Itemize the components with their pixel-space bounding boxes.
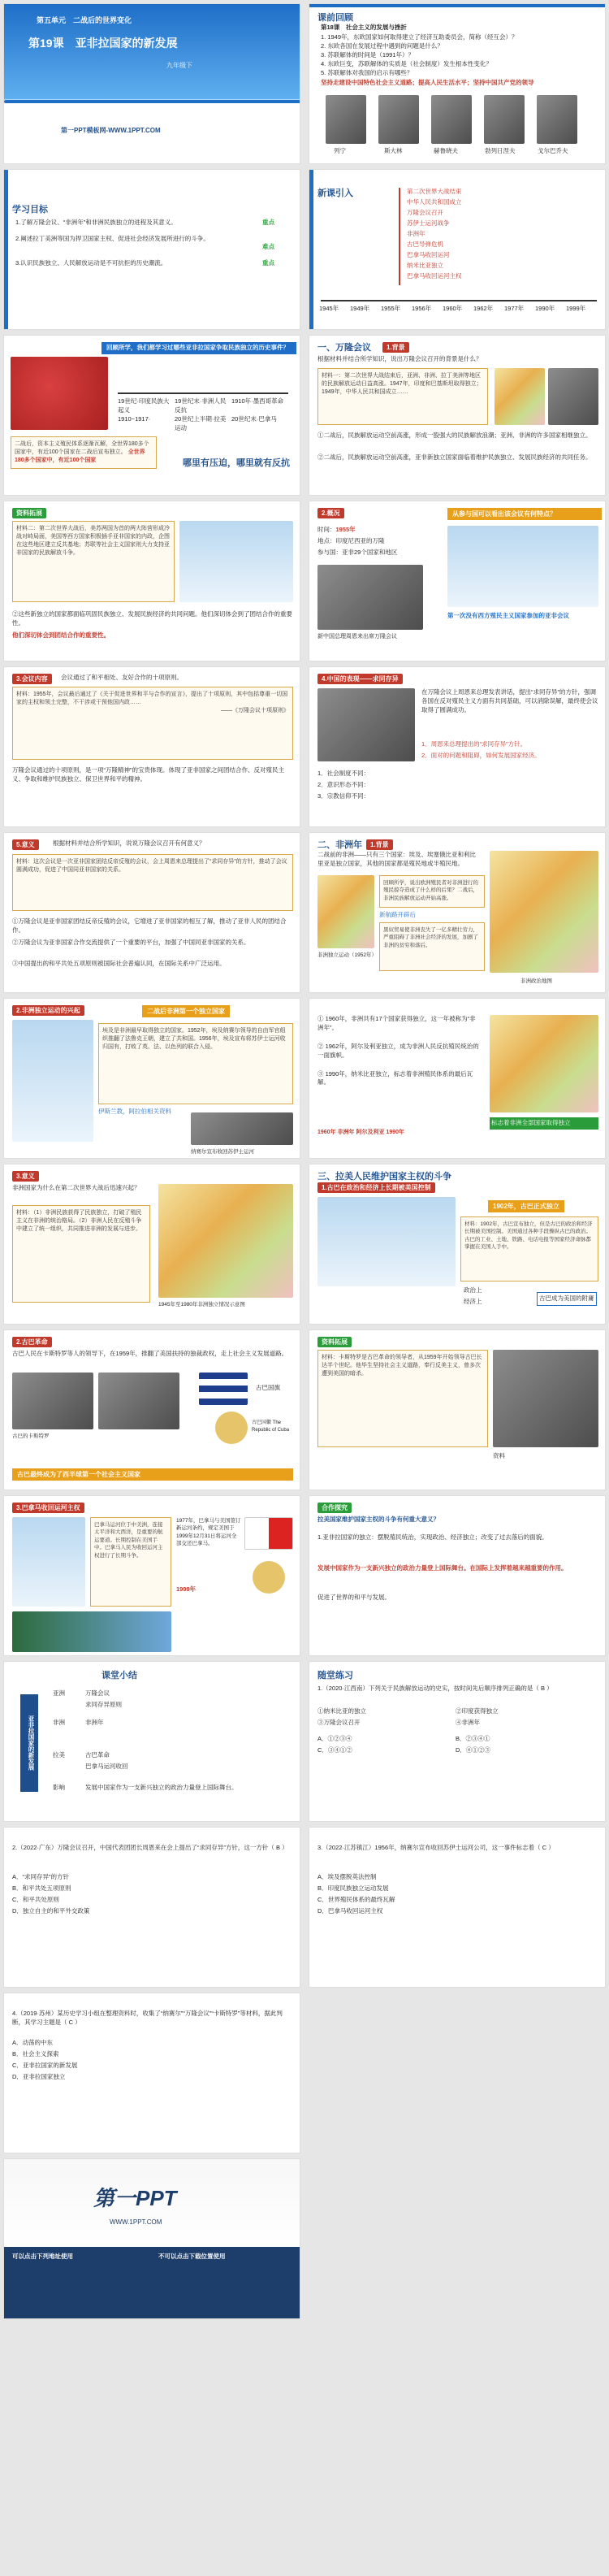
place-label: 地点： <box>317 537 336 544</box>
africa-text: 二战前的非洲——只有三个国家：埃及、埃塞俄比亚和利比里亚是独立国家，其他的国家都是殖民地或半殖民地。 <box>317 851 476 867</box>
revolution-text: 古巴人民在卡斯特罗等人的领导下，在1959年，推翻了美国扶持的独裁政权，走上社会主义发展道路。 <box>12 1350 288 1357</box>
material-box: 材料二：第二次世界大战后，美苏两国为首的两大阵营形成冷战对峙局面，美国等西方国家积极插手亚非国家的内政，企图在这些地区建立反共基地；苏联等社会主义国家则大力支持亚非国家的民族解放斗争。 <box>12 521 175 602</box>
review-item-5: 5. 苏联解体对我国的启示有哪些？ <box>321 69 413 76</box>
cuba-map <box>317 1197 456 1286</box>
question: 根据材料并结合所学知识，说说万隆会议召开有何意义？ <box>53 839 205 847</box>
revolution-tag: 2.古巴革命 <box>12 1337 52 1347</box>
inquiry-text-1: 1.亚非拉国家的独立：摆脱殖民统治，实现政治、经济独立；改变了过去落后的面貌。 <box>317 1533 548 1541</box>
year-label: 1949年 <box>350 305 370 312</box>
overview-tag: 2.概况 <box>317 508 344 518</box>
red-term: 1960年 <box>317 1130 336 1135</box>
slide-china-role[interactable] <box>309 666 606 827</box>
year-label: 1999年 <box>566 305 586 312</box>
egypt-text-box: 埃及是非洲最早取得独立的国家。1952年，埃及纳赛尔领导的自由军官组织推翻了法鲁克王朝，建立了共和国。1956年，埃及宣布将苏伊士运河收归国有，打败了英、法、以色列的联合入侵。 <box>98 1023 293 1104</box>
slide-practice-2[interactable] <box>3 1827 300 1988</box>
goal-1: 1.了解万隆会议、“非洲年”和非洲民族独立的进程及其意义。 <box>15 219 177 226</box>
leaf-1: 万隆会议 <box>85 1689 110 1697</box>
top-bar <box>309 4 605 7</box>
event-label: 中华人民共和国成立 <box>407 198 462 206</box>
name-lenin: 列宁 <box>334 147 346 154</box>
divider <box>4 100 300 103</box>
choice-b[interactable]: B．社会主义探索 <box>12 2050 59 2058</box>
who-value: 亚非29个国家和地区 <box>342 549 398 556</box>
panama-map <box>12 1517 85 1607</box>
red-terms <box>317 1129 404 1137</box>
choice-a[interactable]: A．“求同存异”的方针 <box>12 1873 69 1880</box>
goal-3-tag: 重点 <box>262 259 274 267</box>
slide-heading: 随堂练习 <box>317 1671 353 1680</box>
leaf-3: 非洲年 <box>85 1719 104 1726</box>
summary-text: 发展中国家作为一支新兴独立的政治力量登上国际舞台。 <box>85 1784 238 1791</box>
content-text: 会议通过了和平相处、友好合作的十项原则。 <box>61 674 183 681</box>
emblem-caption: 古巴国徽 The Republic of Cuba <box>252 1420 290 1433</box>
year-label: 1955年 <box>381 305 401 312</box>
question-1: 1．社会制度不同： <box>317 770 370 777</box>
review-subtitle: 第18课 社会主义的发展与挫折 <box>321 24 407 31</box>
castro-photo-2 <box>98 1373 179 1429</box>
background-tag: 1.背景 <box>366 839 393 850</box>
question: 2.（2022·广东）万隆会议召开，中国代表团团长周恩来在会上提出了“求同存异”方针，这一方针（ B ） <box>12 1844 288 1851</box>
goal-2-tag: 难点 <box>262 243 274 250</box>
panama-text-2: 1977年，巴拿马与美国签订新运河条约，规定美国于1999年12月31日将运河全部交还巴拿马。 <box>176 1518 241 1547</box>
slide-title[interactable] <box>3 3 300 164</box>
zhou-speech-photo <box>317 688 415 761</box>
year-label: 1960年 <box>443 305 463 312</box>
africa-independence-map <box>158 1184 293 1298</box>
photo-caption: 纳赛尔宣布收回苏伊士运河 <box>191 1149 254 1155</box>
panama-red: 1999年 <box>176 1585 197 1593</box>
choice-b[interactable]: B．②③④① <box>456 1735 490 1742</box>
grade-label: 九年级下 <box>166 62 192 69</box>
option-3: ③万隆会议召开 <box>317 1719 361 1726</box>
slide-review[interactable] <box>309 3 606 164</box>
material-text: 材料：1955年，会议最后通过了《关于促进世界和平与合作的宣言》，提出了十项原则，其中包括尊重一切国家的主权和领土完整，不干涉或干预他国内政…… <box>16 692 288 706</box>
question: 4.（2019·苏州）某历史学习小组在整理资料时，收集了“纳赛尔”“万隆会议”“卡斯特罗”等材料，据此判断，其学习主题是（ C ） <box>12 2010 283 2026</box>
slide-heading: 课前回顾 <box>317 13 353 23</box>
slide-inquiry[interactable] <box>309 1495 606 1656</box>
slide-practice-3[interactable] <box>309 1827 606 1988</box>
side-bar <box>4 170 8 329</box>
inquiry-tag: 合作探究 <box>317 1503 352 1513</box>
tagline: 哪里有压迫，哪里就有反抗 <box>183 458 290 468</box>
year-label: 1945年 <box>319 305 339 312</box>
slide-panama[interactable] <box>3 1495 300 1656</box>
year-label: 1962年 <box>473 305 494 312</box>
event-label: 第二次世界大战结束 <box>407 188 462 195</box>
slide-bandung-background[interactable] <box>309 335 606 496</box>
slide-intro[interactable] <box>309 169 606 330</box>
ribbon: 1902年，古巴正式独立 <box>488 1200 564 1212</box>
choice-d[interactable]: D．④①②③ <box>456 1746 490 1754</box>
event-label: 纳米比亚独立 <box>407 262 443 269</box>
review-item-2: 2. 东欧各国在发展过程中遇到的问题是什么？ <box>321 42 443 50</box>
inquiry-question: 拉美国家维护国家主权的斗争有何重大意义？ <box>317 1516 439 1523</box>
answer-highlight: 他们深切体会到团结合作的重要性。 <box>12 631 110 639</box>
china-text: 在万隆会议上周恩来总理发表讲话，提出“求同存异”的方针，强调各国在反对殖民主义方面有共同基础，可以消除误解，最终使会议取得了圆满成功。 <box>421 688 598 713</box>
portrait-lenin <box>326 95 366 144</box>
question: 非洲国家为什么在第二次世界大战后迅速兴起？ <box>12 1184 140 1191</box>
suez-map <box>12 1020 93 1142</box>
material-box: 材料：（1）非洲民族获得了民族独立，打破了殖民主义在非洲的统治格局。（2）非洲人民在反殖斗争中建立了统一组织，共同推进非洲的发展与进步。 <box>12 1205 150 1303</box>
slide-content[interactable] <box>3 666 300 827</box>
panama-emblem <box>253 1561 285 1594</box>
brand-logo: 第一PPT <box>93 2186 177 2210</box>
choice-b[interactable]: B．印度民族独立运动发展 <box>317 1884 389 1892</box>
nasser-photo <box>191 1112 293 1145</box>
slide-cuba-revolution[interactable] <box>3 1329 300 1490</box>
review-item-3: 3. 苏联解体的时间是（1991年）？ <box>321 51 415 59</box>
event-label: 19世纪·印度民族大起义 <box>118 397 170 414</box>
slide-review-map[interactable] <box>3 335 300 496</box>
event-label: 19世纪末·非洲人民反抗 <box>175 397 227 414</box>
inquiry-text-2: 发展中国家作为一支新兴独立的政治力量登上国际舞台。在国际上发挥着越来越重要的作用。 <box>317 1564 568 1572</box>
result-box: 古巴成为美国的附庸 <box>537 1292 597 1306</box>
slide-africa-significance[interactable] <box>3 1164 300 1325</box>
ribbon: 古巴最终成为了西半球第一个社会主义国家 <box>12 1468 293 1481</box>
point-2: ② 1962年，阿尔及利亚独立，成为非洲人民反抗殖民统治的一面旗帜。 <box>317 1042 479 1059</box>
note: 第一次没有西方殖民主义国家参加的亚非会议 <box>447 612 569 619</box>
review-item-1: 1. 1949年，东欧国家如何取得建立了经济互助委员会，简称（经互会）？ <box>321 33 518 41</box>
question-3: 3．宗教信仰不同： <box>317 792 370 800</box>
event-label: 古巴导弹危机 <box>407 241 443 248</box>
material-box: 材料：这次会议是一次亚非国家团结反帝反殖的会议，会上周恩来总理提出了“求同存异”的方针，推动了会议圆满成功，促进了中国同亚非国家的关系。 <box>12 854 293 911</box>
slide-significance[interactable] <box>3 832 300 993</box>
panama-flag <box>244 1517 293 1550</box>
caption-highlight: 全世界180多个国家中，有近100个国家 <box>15 449 145 464</box>
left-title: 可以点击下列地址使用 <box>12 2253 73 2260</box>
background-tag: 1.背景 <box>382 342 409 353</box>
ribbon: 二战后非洲第一个独立国家 <box>142 1005 230 1017</box>
choice-d[interactable]: D．独立自主的和平外交政策 <box>12 1907 90 1915</box>
choice-a[interactable]: A．①②③④ <box>317 1735 352 1742</box>
question: 3.（2022·江苏镇江）1956年，纳赛尔宣布收回苏伊士运河公司，这一事件标志着（ C ） <box>317 1844 555 1851</box>
question: 根据材料并结合所学知识，说出万隆会议召开的背景是什么？ <box>317 355 482 362</box>
brand-url[interactable]: WWW.1PPT.COM <box>110 2218 162 2226</box>
option-4: ④非洲年 <box>456 1719 480 1726</box>
caption: 资料 <box>493 1452 505 1459</box>
cuba-flag <box>199 1373 248 1405</box>
option-2: ②印度获得独立 <box>456 1707 499 1715</box>
event-label: 万隆会议召开 <box>407 209 443 216</box>
goal-3: 3.认识民族独立、人民解放运动是不可抗拒的历史潮流。 <box>15 259 167 267</box>
map-caption-2: 非洲政治地图 <box>520 978 552 984</box>
name-gorbachev: 戈尔巴乔夫 <box>538 147 568 154</box>
choice-b[interactable]: B．和平共处五项原则 <box>12 1884 71 1892</box>
choice-a[interactable]: A．埃及摆脱英法控制 <box>317 1873 377 1880</box>
note: 标志着非洲全部国家取得独立 <box>490 1117 598 1130</box>
event-label: 1910年·墨西哥革命 <box>231 397 284 405</box>
slide-practice-1[interactable] <box>309 1661 606 1822</box>
slide-material[interactable] <box>3 501 300 661</box>
event-list <box>399 188 594 285</box>
choice-c[interactable]: C．世界殖民体系的最终瓦解 <box>317 1896 395 1903</box>
time-label: 时间： <box>317 526 336 533</box>
who-label: 参与国： <box>317 549 342 556</box>
question: 1.（2020·江西南）下列关于民族解放运动的史实，按时间先后顺序排列正确的是（ B ） <box>317 1685 553 1692</box>
note-box: 黑奴贸易使非洲丧失了一亿多精壮劳力，严重阻碍了非洲社会经济的发展，加剧了非洲的贫穷和落后。 <box>379 922 485 971</box>
leaf-5: 巴拿马运河收回 <box>85 1763 128 1770</box>
caption-text: 二战后，资本主义殖民体系逐渐瓦解，全世界180多个国家中，有近100个国家在二战后宣布独立。 <box>15 441 149 456</box>
link-label[interactable]: 伊斯兰教，阿拉伯相关资料 <box>98 1108 171 1115</box>
slide-egypt[interactable] <box>3 998 300 1159</box>
caption-box <box>11 436 157 469</box>
choice-c[interactable]: C．亚非拉国家的新发展 <box>12 2062 78 2069</box>
slide-cuba-control[interactable] <box>309 1164 606 1325</box>
africa-map-small <box>317 875 374 948</box>
timeline-axis <box>118 392 288 394</box>
egypt-tag: 2.非洲独立运动的兴起 <box>12 1005 84 1016</box>
slide-heading: 学习目标 <box>12 205 48 215</box>
point-3: ③ 1990年，纳米比亚独立，标志着非洲殖民体系的最后瓦解。 <box>317 1069 473 1086</box>
event-label: 1910~1917· <box>118 415 151 423</box>
castro-photo <box>493 1350 598 1447</box>
portrait-khrushchev <box>431 95 472 144</box>
lesson-title: 第19课 亚非拉国家的新发展 <box>28 37 178 50</box>
event-label: 非洲年 <box>407 230 425 237</box>
cold-war-image <box>179 521 293 602</box>
slide-africa-year[interactable] <box>309 998 606 1159</box>
photo-caption: 新中国总理周恩来出席万隆会议 <box>317 634 397 640</box>
tag: 资料拓展 <box>12 508 46 518</box>
event-label: 苏伊士运河战争 <box>407 219 450 227</box>
significance-tag: 5.意义 <box>12 839 39 850</box>
point-1: ① 1960年，非洲共有17个国家获得独立，这一年被称为“非洲年”。 <box>317 1015 476 1031</box>
zhou-photo <box>317 565 423 630</box>
banner: 回顾所学，我们都学习过哪些亚非拉国家争取民族独立的历史事件？ <box>102 342 296 354</box>
slide-practice-4[interactable] <box>3 1993 300 2153</box>
branch-latin: 拉美 <box>53 1751 65 1759</box>
timeline-axis <box>321 300 597 301</box>
choice-a[interactable]: A．动荡的中东 <box>12 2039 54 2046</box>
canal-photo <box>12 1611 171 1652</box>
branch-africa: 非洲 <box>53 1719 65 1726</box>
red-term: 1990年 <box>386 1130 405 1135</box>
choice-d[interactable]: D．亚非拉国家独立 <box>12 2073 66 2080</box>
answer-2: ②二战后，民族解放运动空前高涨，亚非新独立国家面临着维护民族独立、发展民族经济的共同任务。 <box>317 453 592 461</box>
flow-label-1: 政治上 <box>464 1286 482 1294</box>
slide-heading: 新课引入 <box>317 189 353 198</box>
material-source: ——《万隆会议十项原则》 <box>221 708 289 714</box>
africa-map <box>490 1015 598 1112</box>
goal-1-tag: 重点 <box>262 219 274 226</box>
goal-2: 2.阐述拉丁美洲等国为捍卫国家主权、促进社会经济发展所进行的斗争。 <box>15 235 209 242</box>
answer-1: ①二战后，民族解放运动空前高涨，形成一股强大的民族解放浪潮；亚洲、非洲的许多国家相继独立。 <box>317 432 592 439</box>
point-2: ②万隆会议为亚非国家合作交流提供了一个重要的平台，加强了中国同亚非国家的关系。 <box>12 939 250 946</box>
map-caption: 1945年至1980年非洲独立情况示意图 <box>158 1302 245 1308</box>
flag-caption: 古巴国旗 <box>256 1384 280 1391</box>
event-label: 20世纪末·巴拿马 <box>231 415 277 423</box>
photo-caption: 古巴的卡斯特罗 <box>12 1433 50 1439</box>
red-term: 非洲年 <box>337 1130 355 1135</box>
time-value: 1955年 <box>335 526 356 533</box>
choice-d[interactable]: D．巴拿马收回运河主权 <box>317 1907 383 1915</box>
material-box: 材料：卡斯特罗是古巴革命的领导者，从1959年开始领导古巴长达半个世纪。他毕生坚持社会主义道路，奉行反美主义，曾多次遭到美国的暗杀。 <box>317 1350 488 1447</box>
china-point-2: 2．面对的问题和阻碍，如何发展国家经济。 <box>421 752 541 759</box>
material-box <box>12 687 293 760</box>
slide-castro-material[interactable] <box>309 1329 606 1490</box>
china-point-1: 1．周恩来总理提出的“求同存异”方针。 <box>421 740 527 748</box>
flags-image <box>447 526 598 607</box>
name-khrushchev: 赫鲁晓夫 <box>434 147 458 154</box>
link-label[interactable]: 新航路开辟后 <box>379 911 416 918</box>
unit-label: 第五单元 二战后的世界变化 <box>37 16 132 24</box>
flow-label-2: 经济上 <box>464 1298 482 1305</box>
slide-footer[interactable] <box>3 2158 300 2319</box>
conclusion: 万隆会议通过的十项原则，是一项“万隆精神”的宝贵体现。体现了亚非国家之间团结合作、反对殖民主义、争取和维护民族独立、保卫世界和平的精神。 <box>12 766 284 783</box>
castro-photo-1 <box>12 1373 93 1429</box>
place-value: 印度尼西亚的万隆 <box>335 537 385 544</box>
china-tag: 4.中国的表现——求同存异 <box>317 674 403 684</box>
cuba-tag: 1.古巴在政治和经济上长期被美国控制 <box>317 1182 435 1193</box>
slide-summary[interactable] <box>3 1661 300 1822</box>
leaf-2: 求同存异原则 <box>85 1701 122 1708</box>
portrait-stalin <box>378 95 419 144</box>
material-box: 材料：1902年，古巴宣布独立，但是古巴的政治和经济长期被美国控制。美国通过各种手段操纵古巴的政治。古巴的工业、土地、铁路、电话电报等国家经济命脉都掌握在美国人手中。 <box>460 1216 598 1281</box>
portrait-gorbachev <box>537 95 577 144</box>
review-item-4: 4. 东欧巨变，苏联解体的实质是（社会制度）发生根本性变化？ <box>321 60 492 67</box>
section-heading: 三、拉美人民维护国家主权的斗争 <box>317 1172 451 1182</box>
event-label: 巴拿马收回运河主权 <box>407 272 462 280</box>
review-highlight: 坚持走建设中国特色社会主义道路；提高人民生活水平；坚持中国共产党的领导 <box>321 79 534 86</box>
slide-goals[interactable] <box>3 169 300 330</box>
branch-impact: 影响 <box>53 1784 65 1791</box>
portrait-brezhnev <box>484 95 525 144</box>
branch-asia: 亚洲 <box>53 1689 65 1697</box>
slide-africa-background[interactable] <box>309 832 606 993</box>
map-caption: 非洲独立运动（1952年） <box>317 952 377 958</box>
africa-map-large <box>490 851 598 973</box>
section-heading: 二、非洲年 <box>317 840 362 850</box>
panama-tag: 3.巴拿马收回运河主权 <box>12 1503 84 1513</box>
right-title: 不可以点击下载位置使用 <box>158 2253 226 2260</box>
significance-tag: 3.意义 <box>12 1171 39 1182</box>
material-box: 材料一：第二次世界大战结束后，亚洲、非洲、拉丁美洲等地区的民族解放运动日益高涨。1947年，印度和巴基斯坦取得独立；1949年，中华人民共和国成立…… <box>317 368 488 425</box>
slide-overview[interactable] <box>309 501 606 661</box>
photo-independence <box>548 368 598 425</box>
map-asia <box>495 368 545 425</box>
inquiry-text-3: 促进了世界的和平与发展。 <box>317 1594 391 1601</box>
answer: ②这些新独立的国家都面临巩固民族独立、发展民族经济的共同问题。他们深切体会到了团结合作的重要性。 <box>12 610 292 627</box>
world-map <box>11 357 108 430</box>
choice-c[interactable]: C．和平共处原则 <box>12 1896 59 1903</box>
name-stalin: 斯大林 <box>384 147 403 154</box>
choice-c[interactable]: C．③④①② <box>317 1746 352 1754</box>
section-heading: 一、万隆会议 <box>317 343 371 353</box>
event-label: 20世纪上半期·拉美运动 <box>175 415 227 432</box>
summary-root: 亚非拉国家的新发展 <box>20 1694 38 1792</box>
question-2: 2．意识形态不同： <box>317 781 370 788</box>
points-list <box>317 1015 480 1087</box>
name-brezhnev: 勃列日涅夫 <box>485 147 516 154</box>
red-term: 阿尔及利亚 <box>356 1130 385 1135</box>
event-label: 巴拿马收回运河 <box>407 251 450 258</box>
content-tag: 3.会议内容 <box>12 674 52 684</box>
point-1: ①万隆会议是亚非国家团结反帝反殖的会议，它增进了亚非国家的相互了解，推动了亚非人民的团结合作。 <box>12 917 287 934</box>
point-3: ③中国提出的和平共处五项原则被国际社会普遍认同，在国际关系中广泛运用。 <box>12 960 226 967</box>
year-label: 1956年 <box>412 305 432 312</box>
site-label: 第一PPT模板网-WWW.1PPT.COM <box>61 127 161 134</box>
material-box: 回顾所学，说出欧洲殖民者对非洲进行的殖民掠夺造成了什么样的后果？二战后，非洲民族解放运动开始高涨。 <box>379 875 485 908</box>
year-label: 1990年 <box>535 305 555 312</box>
panama-text-box: 巴拿马运河位于中美洲，连接太平洋和大西洋，是重要的航运要道。长期控制在美国手中。巴拿马人民为收回运河主权进行了长期斗争。 <box>90 1517 171 1607</box>
year-label: 1977年 <box>504 305 525 312</box>
slide-heading: 课堂小结 <box>102 1671 137 1680</box>
ribbon: 从参与国可以看出该会议有何特点？ <box>447 508 602 520</box>
leaf-4: 古巴革命 <box>85 1751 110 1759</box>
cuba-emblem <box>215 1412 248 1444</box>
side-bar <box>309 170 313 329</box>
tag: 资料拓展 <box>317 1337 352 1347</box>
option-1: ①纳米比亚的独立 <box>317 1707 366 1715</box>
